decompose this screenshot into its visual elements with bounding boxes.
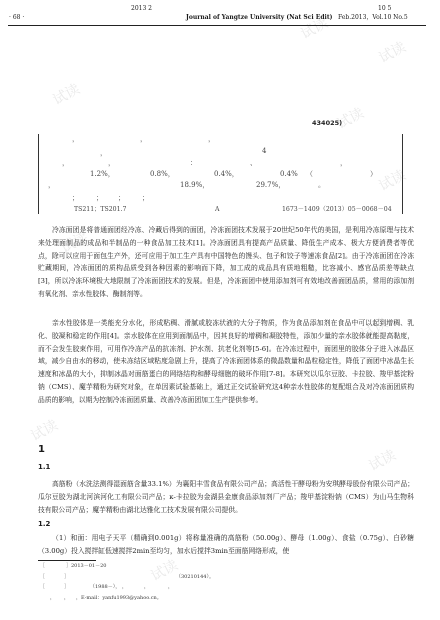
header-rule [8,25,426,26]
abstract-number: 4 [262,147,267,155]
abstract-value: 0.4%， [214,170,239,178]
materials-paragraph: 高筋粉（水洗法测得湿面筋含量33.1%）为襄阳丰雪食品有限公司产品；高活性干酵母粉为安琪酵母股份有限公司产品；瓜尔豆胶为湖北河滨河化工有限公司产品；κ-卡拉胶为金湖县金康食品添加剂厂产品；羧甲基淀粉钠（CMS）为山马生物科技有限公司产品；魔芋精粉由湖北达雅化工技术发展有限公司提供。 [38,480,414,514]
watermark: 试读 [366,447,399,475]
abstract-punct: ， [48,181,55,189]
footnote-bracket: ［ [40,574,46,580]
abstract-value: 1.2%， [90,170,115,178]
subsection-heading: 1.1 [38,463,51,471]
keyword-sep: ； [118,194,125,202]
footnote-punct: ， [50,595,56,601]
received-date: ］2013－01－20 [66,563,107,569]
abstract-punct: 。 [318,181,325,189]
abstract-punct: ， [100,149,107,157]
subsection-heading: 1.2 [38,520,51,528]
issue-info: Feb.2013，Vol.10 No.5 [338,14,408,21]
author-email: ，E-mail：yanfu1993@yahoo.cn。 [76,595,162,601]
issue-volume: 10 5 [378,5,392,12]
watermark: 试读 [298,15,331,43]
abstract-value: 18.9%， [180,181,210,189]
watermark: 试读 [58,229,91,257]
abstract-right-bracket [402,134,403,214]
abstract-punct: ， [108,159,115,167]
abstract-value: 0.4% [280,170,298,178]
watermark: 试读 [50,81,83,109]
watermark: 试读 [148,557,181,585]
footnote-punct: ， [64,595,70,601]
abstract-punct: ， [208,135,215,143]
method-paragraph: （1）和面：用电子天平（精确到0.001g）将称量准确的高筋粉（50.00g）、酵母（1.00g）、食盐（0.75g）、白砂糖（3.00g）投入搅拌缸低速搅拌2min至均匀，加水后搅拌3min至面筋网络形成，使 [38,534,414,555]
footnote-bracket: ］ [64,584,70,590]
abstract-punct: （ [306,170,313,178]
abstract-punct: ， [140,135,147,143]
document-code: A [215,206,220,213]
journal-title: Journal of Yangtze University (Nat Sci Edit) [186,14,333,21]
intro-paragraph: 亲水性胶体是一类能充分水化，形成粘稠、滑腻或胶冻状液的大分子物质，作为食品添加剂在食品中可以起到增稠、乳化、胶凝和稳定的作用[4]。亲水胶体在应用到面制品中，因其良好的增稠和凝胶特性，添加少量的亲水胶体就能提高黏度，而不会发生胶束作用，可用作冷冻产品的抗冻剂、护水剂、抗老化剂等[5-6]。在冷冻过程中，面团里的胶体分子进入冰晶区域，减少自由水的移动，使未冻结区域粘度急剧上升，提高了冷冻面团体系的微晶数量和晶粒稳定性，降低了面团中冰晶生长速度和冰晶的大小，抑制冰晶对面筋蛋白的网络结构和酵母细胞的破坏作用[7-8]。本研究以瓜尔豆胶、卡拉胶、羧甲基淀粉钠（CMS）、魔芋精粉为研究对象，在单因素试验基础上，通过正交试验研究这4种亲水性胶体的复配组合及对冷冻面团质构品质的影响，以期为控制冷冻面团质量、改善冷冻面团加工生产提供参考。 [38,319,414,404]
footnote-punct: ， [144,584,150,590]
footnote-bracket: ］ [64,574,70,580]
fund-code: 434025) [312,119,343,127]
watermark: 试读 [376,39,409,67]
abstract-value: 0.8%， [150,170,175,178]
footnote-bracket: ［ [40,584,46,590]
keyword-sep: ； [96,194,103,202]
abstract-punct: 、 [250,159,257,167]
abstract-punct: ： [190,159,197,167]
footnote-punct: ， [122,584,128,590]
classification-code: TS211；TS201.7 [74,206,127,213]
section-heading: 1 [38,444,45,455]
keyword-sep: ； [142,194,149,202]
fund-number: （30210144）。 [176,574,214,580]
page-number: · 68 · [9,14,25,21]
article-id: 1673－1409（2013）05－0068－04 [282,206,392,213]
intro-paragraph: 冷冻面团是将普通面团经冷冻、冷藏后得到的面团，冷冻面团技术发展于20世纪50年代的美国，是利用冷冻原理与技术来处理面制品的成品和半制品的一种食品加工技术[1]。冷冻面团具有提高产品质量、降低生产成本、极大方便消费者等优点，除可以应用于面包生产外，还可应用于加工生产具有中国特色的馒头、包子和饺子等速冻食品[2]。由于冷冻面团在冷冻贮藏期间，冷冻面团的质构品质受到各种因素的影响而下降，加工成的成品具有质地粗糙，比容减小、感官品质差等缺点[3]，所以冷冻环境极大地限制了冷冻面团技术的发展。但是，冷冻面团中使用添加剂可有效地改善面团品质，常用的添加剂有氧化剂、亲水性胶体、酶制剂等。 [38,226,414,298]
abstract-punct: ， [72,135,79,143]
watermark: 试读 [358,315,391,343]
watermark: 试读 [28,417,61,445]
footnote-punct: ， [168,584,174,590]
footnote-bracket: ［ [40,563,46,569]
abstract-punct: ） [370,170,377,178]
author-birth: （1988－）， [90,584,121,590]
abstract-value: 29.7%， [256,181,286,189]
watermark: 试读 [334,105,367,133]
abstract-punct: ， [340,159,347,167]
keyword-sep: ； [72,194,79,202]
footnote-rule [38,560,96,561]
abstract-left-bracket [38,134,39,214]
watermark: 试读 [376,167,409,195]
abstract-punct: ， [62,159,69,167]
issue-year: 2013 2 [131,5,152,12]
